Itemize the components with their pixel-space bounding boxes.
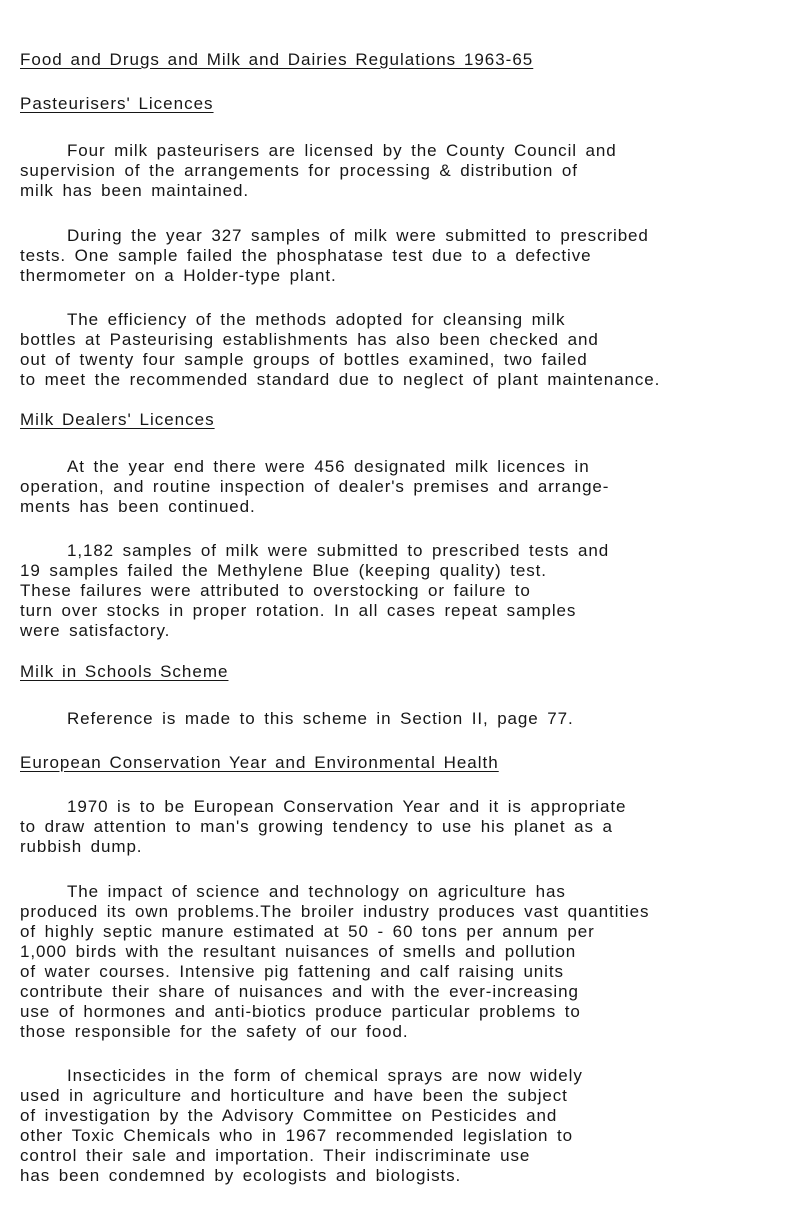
text-line: 1,182 samples of milk were submitted to prescribed tests and	[67, 541, 610, 560]
text-line: 19 samples failed the Methylene Blue (keeping quality) test.	[20, 561, 547, 580]
text-line: milk has been maintained.	[20, 181, 250, 200]
text-line: control their sale and importation. Their indiscriminate use	[20, 1146, 531, 1165]
section-heading-european-conservation-year: European Conservation Year and Environmental Health	[20, 753, 499, 772]
text-line: The efficiency of the methods adopted for cleansing milk	[67, 310, 566, 329]
text-line: use of hormones and anti-biotics produce particular problems to	[20, 1002, 581, 1021]
section-heading-milk-in-schools: Milk in Schools Scheme	[20, 662, 229, 681]
text-line: bottles at Pasteurising establishments has also been checked and	[20, 330, 599, 349]
text-line: thermometer on a Holder-type plant.	[20, 266, 337, 285]
text-line: those responsible for the safety of our food.	[20, 1022, 409, 1041]
text-line: contribute their share of nuisances and with the ever-increasing	[20, 982, 579, 1001]
text-line: produced its own problems.The broiler industry produces vast quantities	[20, 902, 650, 921]
text-line: 1970 is to be European Conservation Year and it is appropriate	[67, 797, 627, 816]
text-line: rubbish dump.	[20, 837, 143, 856]
text-line: out of twenty four sample groups of bottles examined, two failed	[20, 350, 588, 369]
text-line: turn over stocks in proper rotation. In all cases repeat samples	[20, 601, 577, 620]
text-line: During the year 327 samples of milk were submitted to prescribed	[67, 226, 649, 245]
text-line: to draw attention to man's growing tendency to use his planet as a	[20, 817, 613, 836]
text-line: were satisfactory.	[20, 621, 171, 640]
text-line: Four milk pasteurisers are licensed by the County Council and	[67, 141, 617, 160]
text-line: used in agriculture and horticulture and have been the subject	[20, 1086, 568, 1105]
text-line: Reference is made to this scheme in Section II, page 77.	[67, 709, 574, 728]
text-line: Insecticides in the form of chemical sprays are now widely	[67, 1066, 583, 1085]
text-line: ments has been continued.	[20, 497, 256, 516]
text-line: At the year end there were 456 designated milk licences in	[67, 457, 590, 476]
text-line: These failures were attributed to overstocking or failure to	[20, 581, 531, 600]
text-line: operation, and routine inspection of dealer's premises and arrange-	[20, 477, 610, 496]
text-line: other Toxic Chemicals who in 1967 recommended legislation to	[20, 1126, 573, 1145]
section-heading-pasteurisers-licences: Pasteurisers' Licences	[20, 94, 214, 113]
section-heading-milk-dealers-licences: Milk Dealers' Licences	[20, 410, 215, 429]
text-line: has been condemned by ecologists and biologists.	[20, 1166, 462, 1185]
document-title: Food and Drugs and Milk and Dairies Regulations 1963-65	[20, 50, 534, 69]
text-line: The impact of science and technology on agriculture has	[67, 882, 566, 901]
text-line: of water courses. Intensive pig fattening and calf raising units	[20, 962, 564, 981]
text-line: to meet the recommended standard due to neglect of plant maintenance.	[20, 370, 661, 389]
text-line: supervision of the arrangements for processing & distribution of	[20, 161, 578, 180]
text-line: of highly septic manure estimated at 50 - 60 tons per annum per	[20, 922, 595, 941]
text-line: 1,000 birds with the resultant nuisances of smells and pollution	[20, 942, 577, 961]
text-line: of investigation by the Advisory Committee on Pesticides and	[20, 1106, 558, 1125]
text-line: tests. One sample failed the phosphatase test due to a defective	[20, 246, 592, 265]
